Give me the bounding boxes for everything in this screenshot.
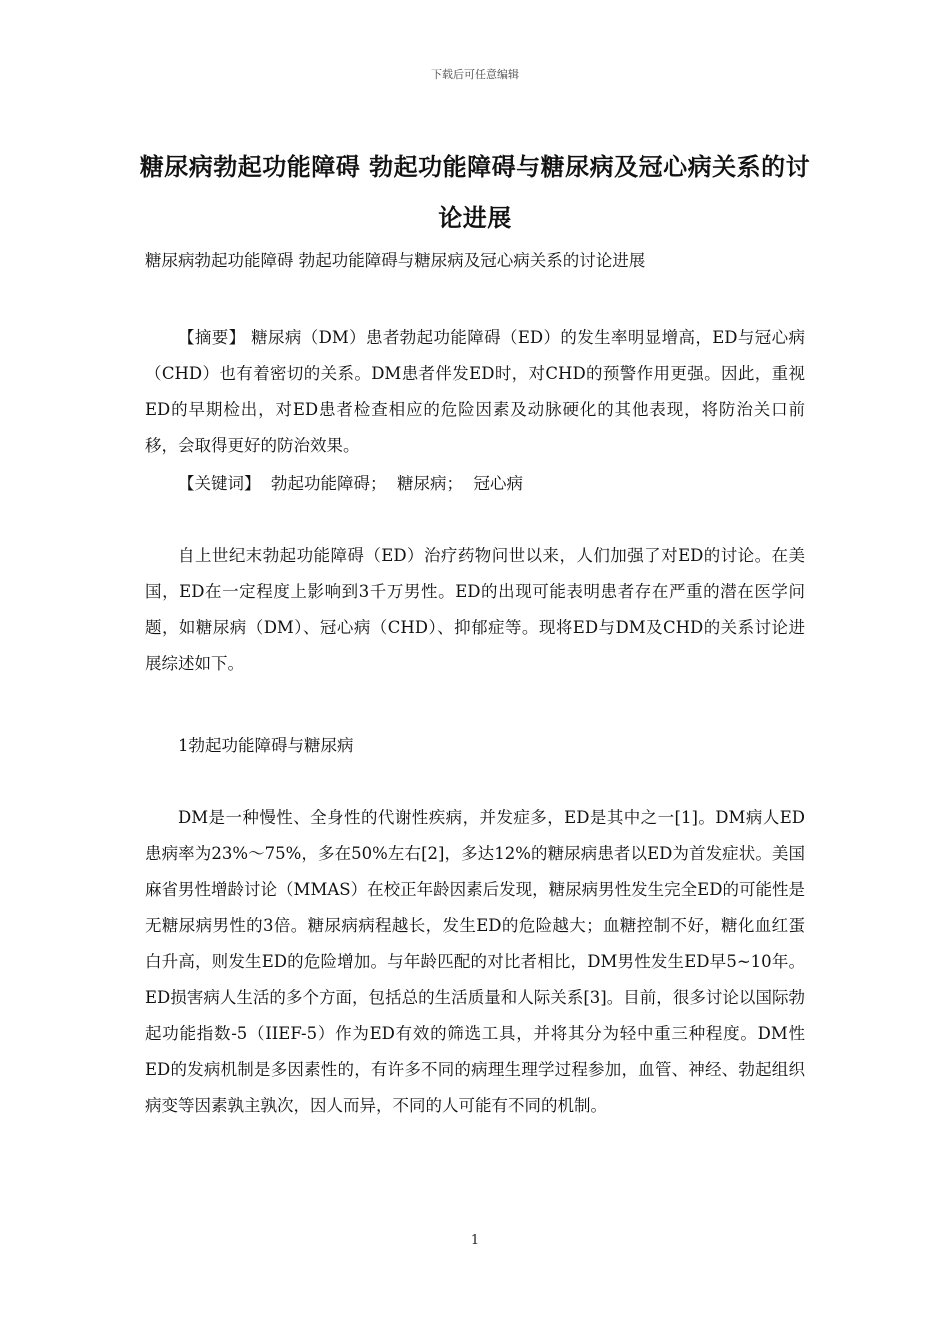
keywords-label: 【关键词】 — [178, 474, 261, 493]
keyword-item: 冠心病 — [473, 474, 523, 493]
abstract-label: 【摘要】 — [178, 328, 246, 347]
section-paragraph: DM是一种慢性、全身性的代谢性疾病，并发症多，ED是其中之一[1]。DM病人ED患病率为23%～75%，多在50%左右[2]，多达12%的糖尿病患者以ED为首发症状。美国麻省男性增龄讨论（MMAS）在校正年龄因素后发现，糖尿病男性发生完全ED的可能性是无糖尿病男性的3倍。糖尿病病程越长，发生ED的危险越大；血糖控制不好，糖化血红蛋白升高，则发生ED的危险增加。与年龄匹配的对比者相比，DM男性发生ED早5~10年。ED损害病人生活的多个方面，包括总的生活质量和人际关系[3]。目前，很多讨论以国际勃起功能指数-5（IIEF-5）作为ED有效的筛选工具，并将其分为轻中重三种程度。DM性ED的发病机制是多因素性的，有许多不同的病理生理学过程参加，血管、神经、勃起组织病变等因素孰主孰次，因人而异，不同的人可能有不同的机制。 — [145, 808, 805, 1115]
header-note: 下载后可任意编辑 — [431, 68, 519, 81]
intro-paragraph: 自上世纪末勃起功能障碍（ED）治疗药物问世以来，人们加强了对ED的讨论。在美国，ED在一定程度上影响到3千万男性。ED的出现可能表明患者存在严重的潜在医学问题，如糖尿病（DM）、冠心病（CHD）、抑郁症等。现将ED与DM及CHD的关系讨论进展综述如下。 — [145, 546, 805, 673]
keywords-line — [145, 466, 805, 502]
keyword-item: 勃起功能障碍； — [271, 474, 387, 493]
keyword-item: 糖尿病； — [397, 474, 463, 493]
page-number: 1 — [470, 1233, 480, 1248]
document-subtitle: 糖尿病勃起功能障碍 勃起功能障碍与糖尿病及冠心病关系的讨论进展 — [145, 251, 646, 270]
abstract-text: 糖尿病（DM）患者勃起功能障碍（ED）的发生率明显增高，ED与冠心病（CHD）也有着密切的关系。DM患者伴发ED时，对CHD的预警作用更强。因此，重视ED的早期检出，对ED患者检查相应的危险因素及动脉硬化的其他表现，将防治关口前移，会取得更好的防治效果。 — [145, 328, 805, 455]
abstract-paragraph — [145, 320, 805, 464]
document-title: 糖尿病勃起功能障碍 勃起功能障碍与糖尿病及冠心病关系的讨论进展 — [139, 153, 811, 232]
section-heading: 1勃起功能障碍与糖尿病 — [178, 736, 354, 755]
